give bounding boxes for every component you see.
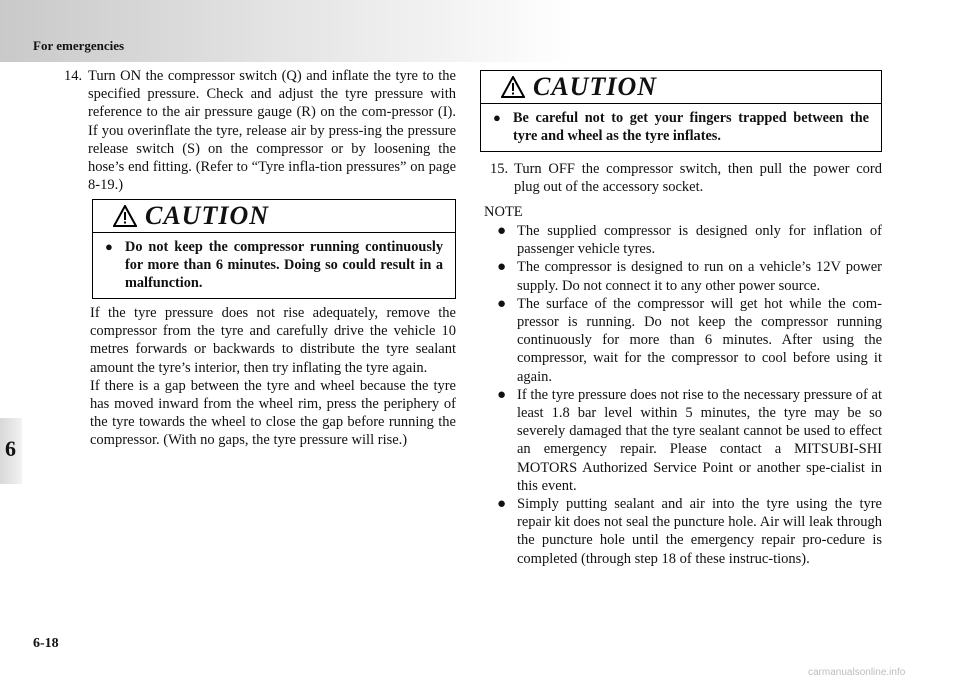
note-text: Simply putting sealant and air into the tyre using the tyre repair kit does not seal the puncture hole. Air will leak through the puncture hole until the emergency repair pro-cedure is completed (through step 18 of these instruc-tions). [517,496,882,567]
note-text: If the tyre pressure does not rise to the necessary pressure of at least 1.8 bar level within 5 minutes, the tyre may be so severely damaged that the tyre sealant cannot be used to effect an emergency repair. Please contact a MITSUBI-SHI MOTORS Authorized Service Point or another spe-cialist in this event. [517,386,882,494]
note-label: NOTE [484,204,523,220]
section-title: For emergencies [33,38,125,53]
step-text: Turn ON the compressor switch (Q) and inflate the tyre to the specified pressure. Check and adjust the tyre pressure with reference to the air pressure gauge (R) on the com-pressor (I). If you overinflate the tyre, release air by press-ing the pressure release switch (S) on the compressor or by loosening the hose’s end fitting. (Refer to “Tyre infla-tion pressures” on page 8-19.) [88,68,456,194]
note-item [497,222,882,258]
caution-header [93,200,455,233]
caution-title: CAUTION [145,201,270,230]
bullet-icon: ● [493,110,501,125]
step-14 [64,67,456,194]
paragraph-gap-rim: If there is a gap between the tyre and wheel because the tyre has moved inward from the wheel rim, press the periphery of the tyre towards the wheel to close the gap before running the compressor. (With no gaps, the tyre pressure will rise.) [90,377,456,449]
note-text: The compressor is designed to run on a vehicle’s 12V power supply. Do not connect it to any other power source. [517,259,882,294]
bullet-icon: ● [497,259,507,276]
note-item [497,495,882,568]
bullet-icon: ● [497,223,507,239]
step-number: 14. [64,68,83,84]
caution-title: CAUTION [533,72,658,101]
note-list [497,222,882,568]
step-text: Turn OFF the compressor switch, then pull the power cord plug out of the accessory socket. [514,161,882,196]
step-15 [490,160,882,196]
page-number: 6-18 [33,636,59,651]
caution-box-compressor [92,199,456,299]
caution-body [481,104,881,151]
bullet-icon: ● [497,386,507,403]
warning-triangle-icon [501,76,525,98]
chapter-number: 6 [5,436,16,461]
paragraph-drive-forward: If the tyre pressure does not rise adequately, remove the compressor from the tyre and carefully drive the vehicle 10 metres forwards or backwards to distribute the tyre sealant amount the tyre’s interior, then try inflating the tyre again. [90,305,456,376]
note-item [497,258,882,294]
note-item [497,295,882,386]
note-text: The supplied compressor is designed only for inflation of passenger vehicle tyres. [517,223,882,258]
warning-triangle-icon [113,205,137,227]
note-item [497,386,882,495]
left-paragraphs [90,304,456,450]
bullet-icon: ● [105,239,113,254]
bullet-icon: ● [497,496,507,513]
caution-text: Do not keep the compressor running continuously for more than 6 minutes. Doing so could result in a malfunction. [125,239,443,291]
caution-header [481,71,881,104]
watermark: carmanualsonline.info [808,667,906,678]
step-number: 15. [490,161,509,177]
note-text: The surface of the compressor will get hot while the com-pressor is running. Do not keep the compressor running continuously for more than 6 minutes. After using the compressor, wait for the compressor to cool before using it again. [517,295,882,385]
caution-box-fingers [480,70,882,152]
caution-text: Be careful not to get your fingers trapped between the tyre and wheel as the tyre inflates. [513,110,869,144]
caution-body [93,233,455,298]
bullet-icon: ● [497,295,507,312]
